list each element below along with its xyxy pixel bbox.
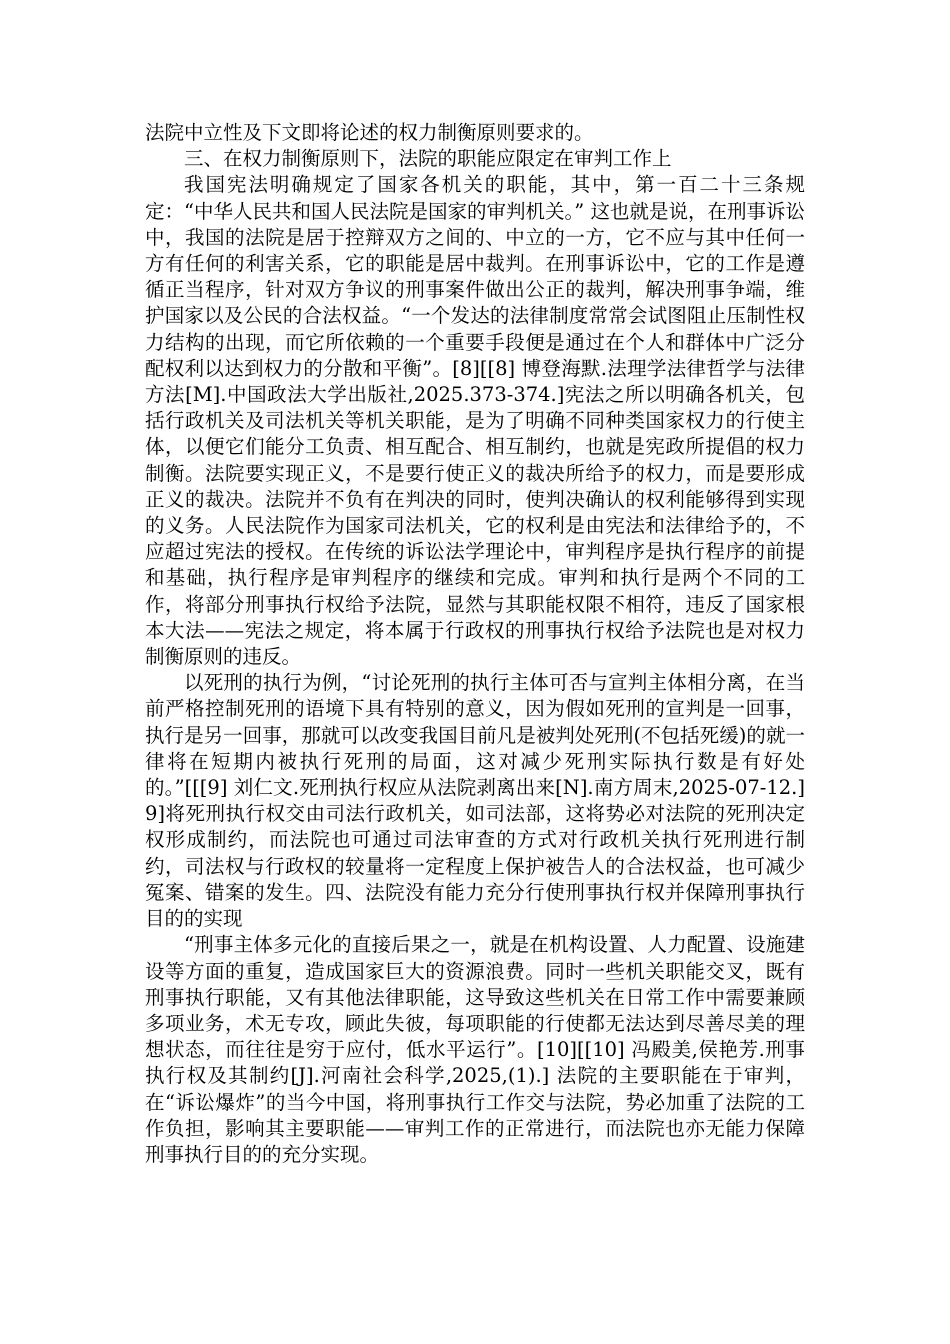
paragraph-continuation: 法院中立性及下文即将论述的权力制衡原则要求的。: [145, 121, 594, 144]
document-body: [145, 120, 805, 1168]
paragraph-execution-capacity: “刑事主体多元化的直接后果之一，就是在机构设置、人力配置、设施建设等方面的重复，造成国家巨大的资源浪费。同时一些机关职能交叉，既有刑事执行职能，又有其他法律职能，这导致这些机关在日常工作中需要兼顾多项业务，术无专攻，顾此失彼，每项职能的行使都无法达到尽善尽美的理想状态，而往往是穷于应付，低水平运行”。[10][[10] 冯殿美,侯艳芳.刑事执行权及其制约[J].河南社会科学,2025,(1).] 法院的主要职能在于审判，在“诉讼爆炸”的当今中国，将刑事执行工作交与法院，势必加重了法院的工作负担，影响其主要职能——审判工作的正常进行，而法院也亦无能力保障刑事执行目的的充分实现。: [145, 933, 805, 1166]
paragraph-constitution: 我国宪法明确规定了国家各机关的职能，其中，第一百二十三条规定：“中华人民共和国人民法院是国家的审判机关。” 这也就是说，在刑事诉讼中，我国的法院是居于控辩双方之间的、中立的一方，它不应与其中任何一方有任何的利害关系，它的职能是居中裁判。在刑事诉讼中，它的工作是遵循正当程序，针对双方争议的刑事案件做出公正的裁判，解决刑事争端，维护国家以及公民的合法权益。“一个发达的法律制度常常会试图阻止压制性权力结构的出现，而它所依赖的一个重要手段便是通过在个人和群体中广泛分配权利以达到权力的分散和平衡”。[8][[8] 博登海默.法理学法律哲学与法律方法[M].中国政法大学出版社,2025.373-374.]宪法之所以明确各机关，包括行政机关及司法机关等机关职能，是为了明确不同种类国家权力的行使主体，以便它们能分工负责、相互配合、相互制约，也就是宪政所提倡的权力制衡。法院要实现正义，不是要行使正义的裁决所给予的权力，而是要形成正义的裁决。法院并不负有在判决的同时，使判决确认的权利能够得到实现的义务。人民法院作为国家司法机关，它的权利是由宪法和法律给予的，不应超过宪法的授权。在传统的诉讼法学理论中，审判程序是执行程序的前提和基础，执行程序是审判程序的继续和完成。审判和执行是两个不同的工作，将部分刑事执行权给予法院，显然与其职能权限不相符，违反了国家根本大法——宪法之规定，将本属于行政权的刑事执行权给予法院也是对权力制衡原则的违反。: [145, 173, 805, 669]
paragraph-death-penalty: 以死刑的执行为例，“讨论死刑的执行主体可否与宣判主体相分离，在当前严格控制死刑的语境下具有特别的意义，因为假如死刑的宣判是一回事，执行是另一回事，那就可以改变我国目前凡是被判处死刑(不包括死缓)的就一律将在短期内被执行死刑的局面，这对减少死刑实际执行数是有好处的。”[[[9] 刘仁文.死刑执行权应从法院剥离出来[N].南方周末,2025-07-12.]9]将死刑执行权交由司法行政机关，如司法部，这将势必对法院的死刑决定权形成制约，而法院也可通过司法审查的方式对行政机关执行死刑进行制约，司法权与行政权的较量将一定程度上保护被告人的合法权益，也可减少冤案、错案的发生。四、法院没有能力充分行使刑事执行权并保障刑事执行目的的实现: [145, 671, 805, 931]
section-heading-three: 三、在权力制衡原则下，法院的职能应限定在审判工作上: [184, 147, 672, 171]
